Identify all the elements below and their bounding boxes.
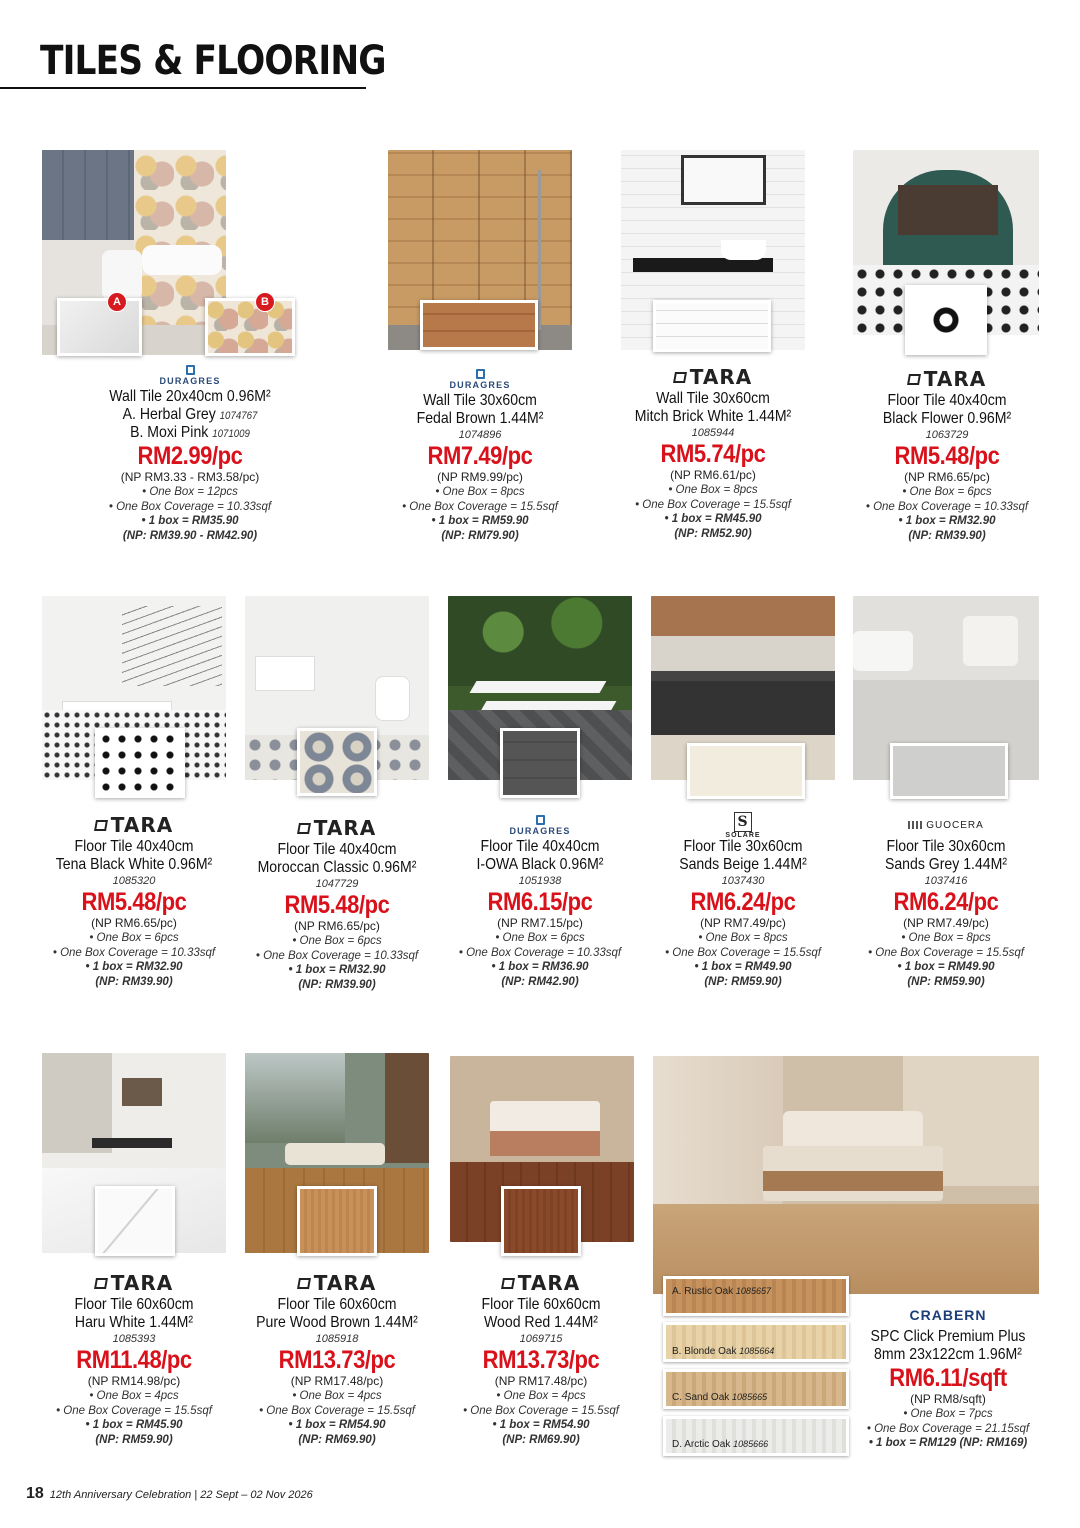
box-price: • 1 box = RM32.90 [288, 964, 386, 976]
brand-logo: DURAGRES [370, 366, 590, 392]
swatch-fedal-brown [420, 300, 538, 350]
brand-logo: TARA [227, 815, 447, 841]
box-price: • 1 box = RM59.90 [431, 515, 529, 527]
product-card [24, 1270, 244, 1447]
product-price: RM5.48/pc [284, 891, 390, 919]
swatch-label: D. Arctic Oak [672, 1439, 731, 1450]
swatch-tena [95, 728, 185, 798]
spc-swatch-rustic-oak [663, 1276, 849, 1316]
box-coverage: • One Box Coverage = 15.5sqf [463, 1404, 619, 1417]
box-normal-price: (NP: RM52.90) [674, 527, 752, 540]
box-coverage: • One Box Coverage = 10.33sqf [108, 500, 272, 513]
box-coverage: • One Box Coverage = 15.5sqf [56, 1404, 212, 1417]
product-variant: Mitch Brick White 1.44M² [634, 408, 792, 425]
tara-icon [907, 374, 921, 385]
product-price: RM5.48/pc [81, 888, 187, 916]
product-variant: Pure Wood Brown 1.44M² [256, 1314, 418, 1331]
swatch-moroccan [297, 728, 377, 796]
box-pcs: • One Box = 8pcs [435, 486, 525, 498]
product-price: RM13.73/pc [482, 1346, 600, 1374]
page-number: 18 [26, 1485, 44, 1502]
normal-price: (NP RM7.49/pc) [700, 916, 786, 930]
box-price: • 1 box = RM32.90 [898, 515, 996, 527]
box-coverage: • One Box Coverage = 15.5sqf [868, 946, 1024, 959]
box-coverage: • One Box Coverage = 15.5sqf [259, 1404, 415, 1417]
box-pcs: • One Box = 6pcs [902, 486, 992, 498]
brand-logo: TARA [24, 812, 244, 838]
normal-price: (NP RM6.65/pc) [91, 916, 177, 930]
tara-icon [94, 1278, 108, 1289]
box-price: • 1 box = RM45.90 [85, 1419, 183, 1431]
product-code: 1085393 [112, 1333, 156, 1345]
title-underline [0, 87, 366, 89]
product-card [430, 812, 650, 989]
brand-logo: TARA [431, 1270, 651, 1296]
product-price: RM5.48/pc [894, 442, 1000, 470]
brand-logo: DURAGRES [80, 362, 300, 388]
swatch-code: 1085665 [732, 1392, 768, 1402]
product-price: RM2.99/pc [137, 442, 243, 470]
brand-logo: TARA [837, 366, 1057, 392]
product-code: 1085944 [691, 427, 735, 439]
duragres-icon [536, 815, 545, 825]
product-card [227, 1270, 447, 1447]
product-price: RM6.11/sqft [889, 1364, 1007, 1392]
product-card [836, 812, 1056, 989]
product-price: RM6.24/pc [690, 888, 796, 916]
box-normal-price: (NP: RM39.90) [298, 978, 376, 991]
product-card [80, 362, 300, 543]
normal-price: (NP RM7.49/pc) [903, 916, 989, 930]
product-variant: Moroccan Classic 0.96M² [257, 859, 417, 876]
product-name: Floor Tile 60x60cm [74, 1296, 194, 1313]
product-variant: Sands Grey 1.44M² [884, 856, 1008, 873]
product-code: 1037416 [924, 875, 968, 887]
spc-swatch-arctic-oak [663, 1416, 849, 1456]
product-variant: I-OWA Black 0.96M² [476, 856, 604, 873]
normal-price: (NP RM6.65/pc) [294, 919, 380, 933]
box-coverage: • One Box Coverage = 21.15sqf [866, 1422, 1030, 1435]
box-normal-price: (NP: RM79.90) [441, 529, 519, 542]
box-price: • 1 box = RM49.90 [694, 961, 792, 973]
product-name: Floor Tile 40x40cm [277, 841, 397, 858]
brand-logo: DURAGRES [430, 812, 650, 838]
normal-price: (NP RM8/sqft) [910, 1392, 986, 1406]
product-name: Floor Tile 60x60cm [277, 1296, 397, 1313]
product-variant: B. Moxi Pink 1071009 [130, 424, 250, 441]
box-price: • 1 box = RM45.90 [664, 513, 762, 525]
normal-price: (NP RM6.61/pc) [670, 468, 756, 482]
swatch-herbal-grey [57, 298, 142, 356]
swatch-label: A. Rustic Oak [672, 1286, 734, 1297]
product-price: RM13.73/pc [278, 1346, 396, 1374]
box-normal-price: (NP: RM69.90) [502, 1433, 580, 1446]
product-name: Wall Tile 30x60cm [656, 390, 770, 407]
product-card [633, 812, 853, 989]
box-pcs: • One Box = 8pcs [668, 484, 758, 496]
box-price: • 1 box = RM35.90 [141, 515, 239, 527]
swatch-code: 1085666 [733, 1439, 769, 1449]
product-code: 1047729 [315, 878, 359, 890]
box-normal-price: (NP: RM69.90) [298, 1433, 376, 1446]
swatch-mitch-brick [653, 300, 771, 352]
badge-a: A [107, 292, 127, 312]
product-code: 1069715 [519, 1333, 563, 1345]
product-code: 1085320 [112, 875, 156, 887]
product-code: 1074896 [458, 429, 502, 441]
tara-icon [501, 1278, 515, 1289]
box-pcs: • One Box = 8pcs [698, 932, 788, 944]
box-pcs: • One Box = 4pcs [89, 1390, 179, 1402]
product-name: Wall Tile 30x60cm [423, 392, 537, 409]
tara-icon [673, 372, 687, 383]
box-coverage: • One Box Coverage = 15.5sqf [665, 946, 821, 959]
box-coverage: • One Box Coverage = 10.33sqf [458, 946, 622, 959]
brand-logo: TARA [603, 364, 823, 390]
spc-swatch-blonde-oak [663, 1322, 849, 1362]
box-pcs: • One Box = 12pcs [142, 486, 238, 498]
box-pcs: • One Box = 6pcs [292, 935, 382, 947]
swatch-code: 1085664 [739, 1346, 775, 1356]
normal-price: (NP RM9.99/pc) [437, 470, 523, 484]
box-pcs: • One Box = 4pcs [292, 1390, 382, 1402]
swatch-wood-red [501, 1186, 581, 1256]
page-title: TILES & FLOORING [40, 38, 386, 84]
normal-price: (NP RM3.33 - RM3.58/pc) [120, 470, 260, 484]
product-name: Floor Tile 30x60cm [886, 838, 1006, 855]
product-name: Floor Tile 60x60cm [481, 1296, 601, 1313]
product-code: 1037430 [721, 875, 765, 887]
box-price: • 1 box = RM49.90 [897, 961, 995, 973]
product-card [24, 812, 244, 989]
duragres-icon [186, 365, 195, 375]
badge-b: B [255, 292, 275, 312]
box-normal-price: (NP: RM59.90) [907, 975, 985, 988]
product-variant: Tena Black White 0.96M² [55, 856, 213, 873]
product-name: Floor Tile 40x40cm [74, 838, 194, 855]
swatch-label: B. Blonde Oak [672, 1346, 737, 1357]
box-price: • 1 box = RM54.90 [492, 1419, 590, 1431]
product-variant: A. Herbal Grey 1074767 [122, 406, 258, 423]
product-variant: Haru White 1.44M² [74, 1314, 194, 1331]
box-normal-price: (NP: RM59.90) [704, 975, 782, 988]
normal-price: (NP RM17.48/pc) [290, 1374, 384, 1388]
product-variant: Sands Beige 1.44M² [679, 856, 807, 873]
product-variant: Wood Red 1.44M² [483, 1314, 598, 1331]
swatch-black-flower [905, 285, 987, 355]
guocera-icon [908, 821, 922, 829]
product-card [431, 1270, 651, 1447]
brand-logo: TARA [227, 1270, 447, 1296]
swatch-code: 1085657 [735, 1286, 771, 1296]
product-name: Floor Tile 40x40cm [887, 392, 1007, 409]
swatch-label: C. Sand Oak [672, 1392, 730, 1403]
product-card [227, 815, 447, 992]
box-price: • 1 box = RM36.90 [491, 961, 589, 973]
product-name: Floor Tile 40x40cm [480, 838, 600, 855]
product-card [837, 366, 1057, 543]
box-coverage: • One Box Coverage = 10.33sqf [52, 946, 216, 959]
box-pcs: • One Box = 6pcs [495, 932, 585, 944]
product-price: RM6.24/pc [893, 888, 999, 916]
product-variant: 8mm 23x122cm 1.96M² [874, 1346, 1022, 1363]
product-card [603, 364, 823, 541]
box-coverage: • One Box Coverage = 15.5sqf [402, 500, 558, 513]
spc-swatch-sand-oak [663, 1369, 849, 1409]
tara-icon [94, 820, 108, 831]
box-pcs: • One Box = 6pcs [89, 932, 179, 944]
product-name: Floor Tile 30x60cm [683, 838, 803, 855]
normal-price: (NP RM6.65/pc) [904, 470, 990, 484]
product-name: SPC Click Premium Plus [870, 1328, 1026, 1345]
normal-price: (NP RM7.15/pc) [497, 916, 583, 930]
product-price: RM7.49/pc [427, 442, 533, 470]
tara-icon [297, 1278, 311, 1289]
product-variant: Fedal Brown 1.44M² [416, 410, 544, 427]
product-code: 1051938 [518, 875, 562, 887]
product-code: 1085918 [315, 1333, 359, 1345]
box-coverage: • One Box Coverage = 10.33sqf [255, 949, 419, 962]
duragres-icon [476, 369, 485, 379]
spc-product-card [848, 1302, 1048, 1451]
swatch-moxi-pink [205, 298, 295, 356]
box-coverage: • One Box Coverage = 15.5sqf [635, 498, 791, 511]
box-normal-price: (NP: RM39.90) [95, 975, 173, 988]
box-normal-price: (NP: RM42.90) [501, 975, 579, 988]
box-normal-price: (NP: RM59.90) [95, 1433, 173, 1446]
box-normal-price: (NP: RM39.90 - RM42.90) [122, 529, 258, 542]
product-price: RM5.74/pc [660, 440, 766, 468]
product-variant: Black Flower 0.96M² [882, 410, 1012, 427]
tara-icon [297, 823, 311, 834]
swatch-pure-wood [297, 1186, 377, 1256]
box-pcs: • One Box = 4pcs [496, 1390, 586, 1402]
box-price: • 1 box = RM129 (NP: RM169) [868, 1437, 1028, 1449]
box-pcs: • One Box = 8pcs [901, 932, 991, 944]
product-price: RM6.15/pc [487, 888, 593, 916]
product-code: 1063729 [925, 429, 969, 441]
box-price: • 1 box = RM54.90 [288, 1419, 386, 1431]
brand-logo: CRABERN [909, 1307, 987, 1323]
box-pcs: • One Box = 7pcs [903, 1408, 993, 1420]
swatch-iowa [500, 728, 580, 798]
swatch-sands-grey [890, 743, 1008, 799]
box-normal-price: (NP: RM39.90) [908, 529, 986, 542]
swatch-sands-beige [687, 743, 805, 799]
product-price: RM11.48/pc [76, 1346, 192, 1374]
brand-logo: TARA [24, 1270, 244, 1296]
product-name: Wall Tile 20x40cm 0.96M² [109, 388, 271, 405]
footer [26, 1485, 313, 1503]
box-price: • 1 box = RM32.90 [85, 961, 183, 973]
spc-room-photo [653, 1056, 1039, 1294]
brand-logo: S SOLARE [725, 813, 761, 839]
swatch-haru-white [95, 1186, 175, 1256]
solare-icon: S [734, 812, 752, 832]
footer-text: 12th Anniversary Celebration | 22 Sept – 02 Nov 2026 [49, 1489, 313, 1501]
brand-logo: GUOCERA [836, 812, 1056, 838]
box-coverage: • One Box Coverage = 10.33sqf [865, 500, 1029, 513]
normal-price: (NP RM14.98/pc) [87, 1374, 181, 1388]
normal-price: (NP RM17.48/pc) [494, 1374, 588, 1388]
product-card [370, 366, 590, 543]
